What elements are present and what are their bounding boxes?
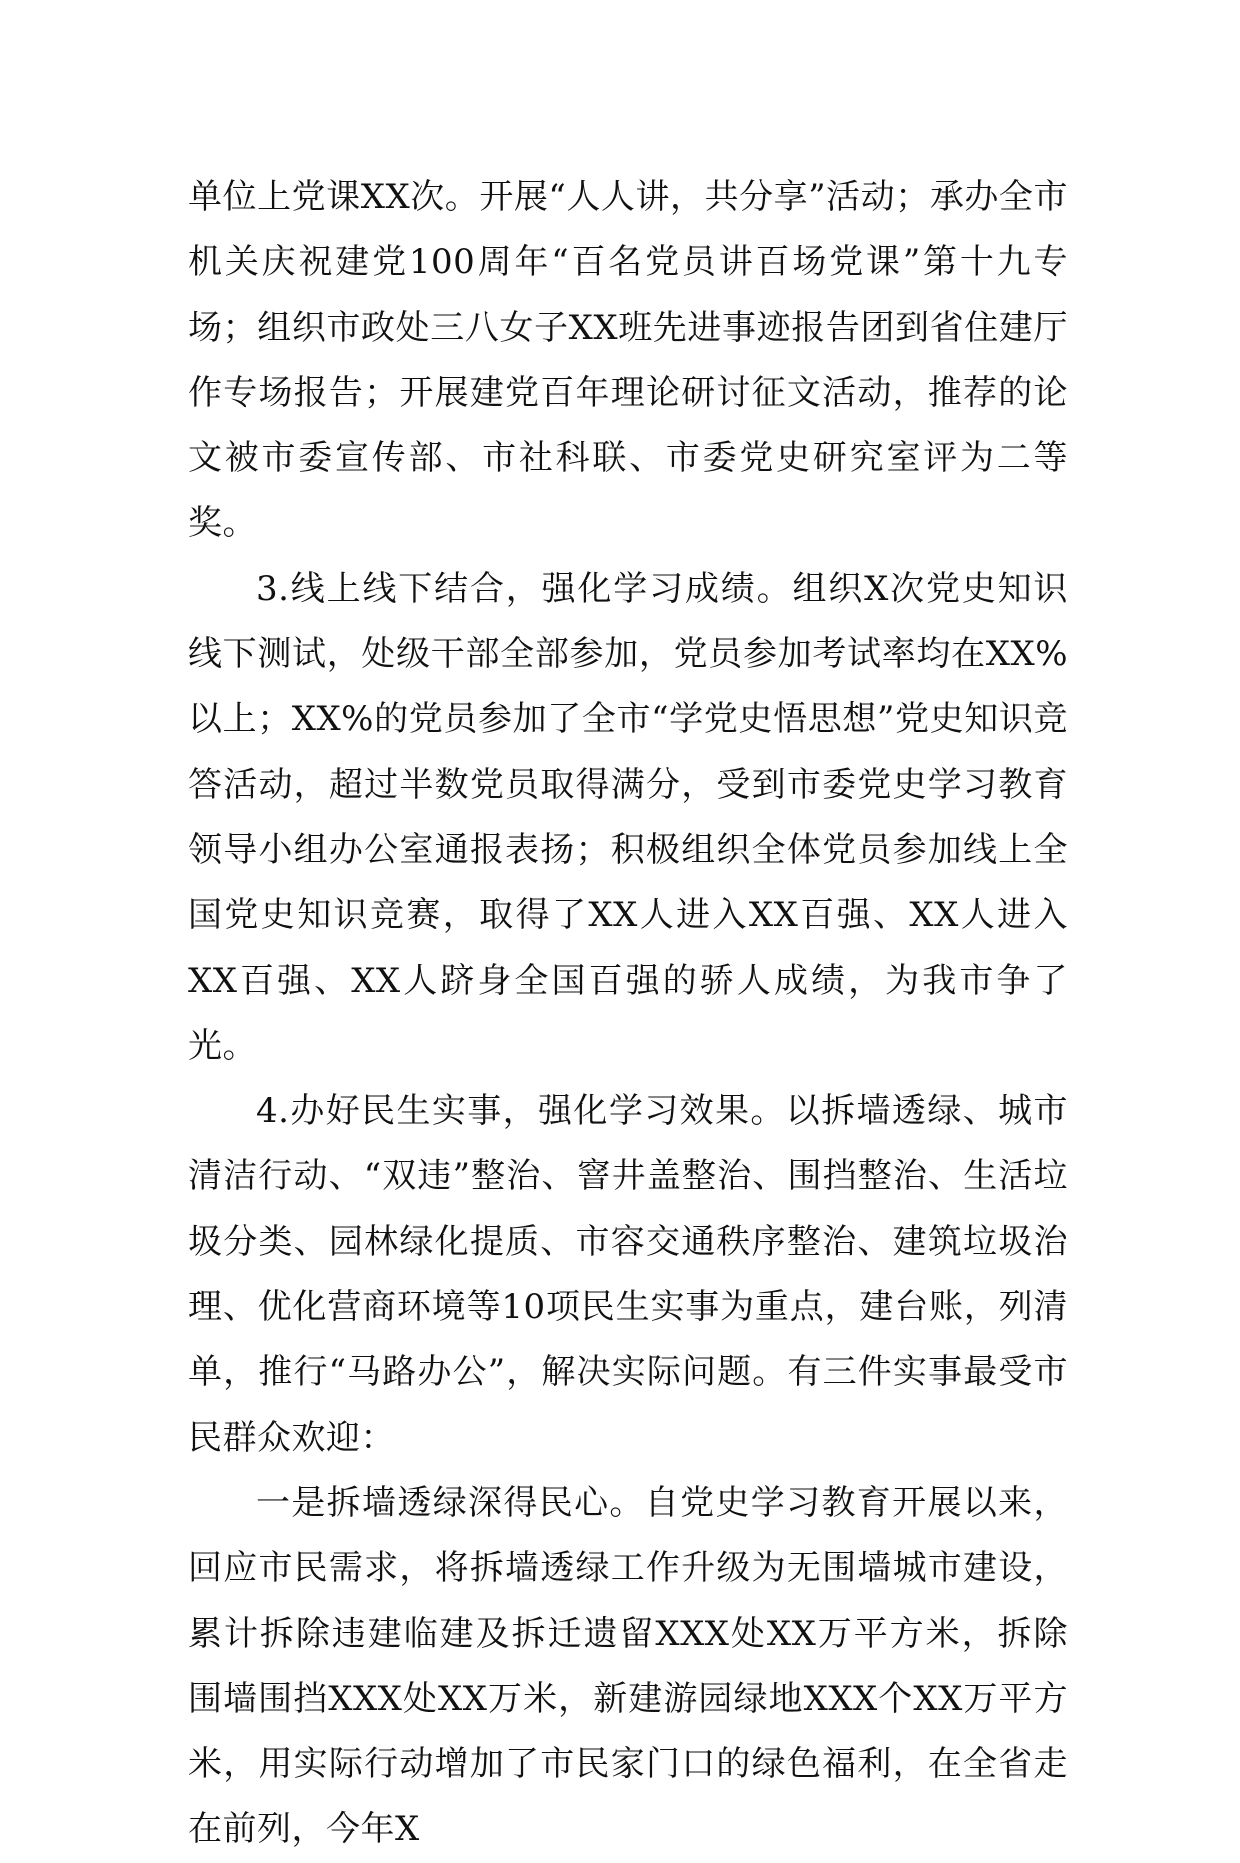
paragraph-wall-removal-greening: 一是拆墙透绿深得民心。自党史学习教育开展以来，回应市民需求，将拆墙透绿工作升级为无围墙城市建设，累计拆除违建临建及拆迁遗留XXX处XX万平方米，拆除围墙围挡XXX处XX万米，新建游园绿地XXX个XX万平方米，用实际行动增加了市民家门口的绿色福利，在全省走在前列，今年X bbox=[188, 1482, 1068, 1850]
document-body bbox=[188, 165, 1068, 1863]
paragraph-livelihood-projects: 4.办好民生实事，强化学习效果。以拆墙透绿、城市清洁行动、“双违”整治、窨井盖整治、围挡整治、生活垃圾分类、园林绿化提质、市容交通秩序整治、建筑垃圾治理、优化营商环境等10项民生实事为重点，建台账，列清单，推行“马路办公”，解决实际问题。有三件实事最受市民群众欢迎： bbox=[188, 1091, 1068, 1458]
paragraph-party-lectures: 单位上党课XX次。开展“人人讲，共分享”活动；承办全市机关庆祝建党100周年“百名党员讲百场党课”第十九专场；组织市政处三八女子XX班先进事迹报告团到省住建厅作专场报告；开展建党百年理论研讨征文活动，推荐的论文被市委宣传部、市社科联、市委党史研究室评为二等奖。 bbox=[188, 177, 1068, 544]
paragraph-online-offline-learning: 3.线上线下结合，强化学习成绩。组织X次党史知识线下测试，处级干部全部参加，党员参加考试率均在XX%以上；XX%的党员参加了全市“学党史悟思想”党史知识竞答活动，超过半数党员取得满分，受到市委党史学习教育领导小组办公室通报表扬；积极组织全体党员参加线上全国党史知识竞赛，取得了XX人进入XX百强、XX人进入XX百强、XX人跻身全国百强的骄人成绩，为我市争了光。 bbox=[188, 568, 1068, 1066]
